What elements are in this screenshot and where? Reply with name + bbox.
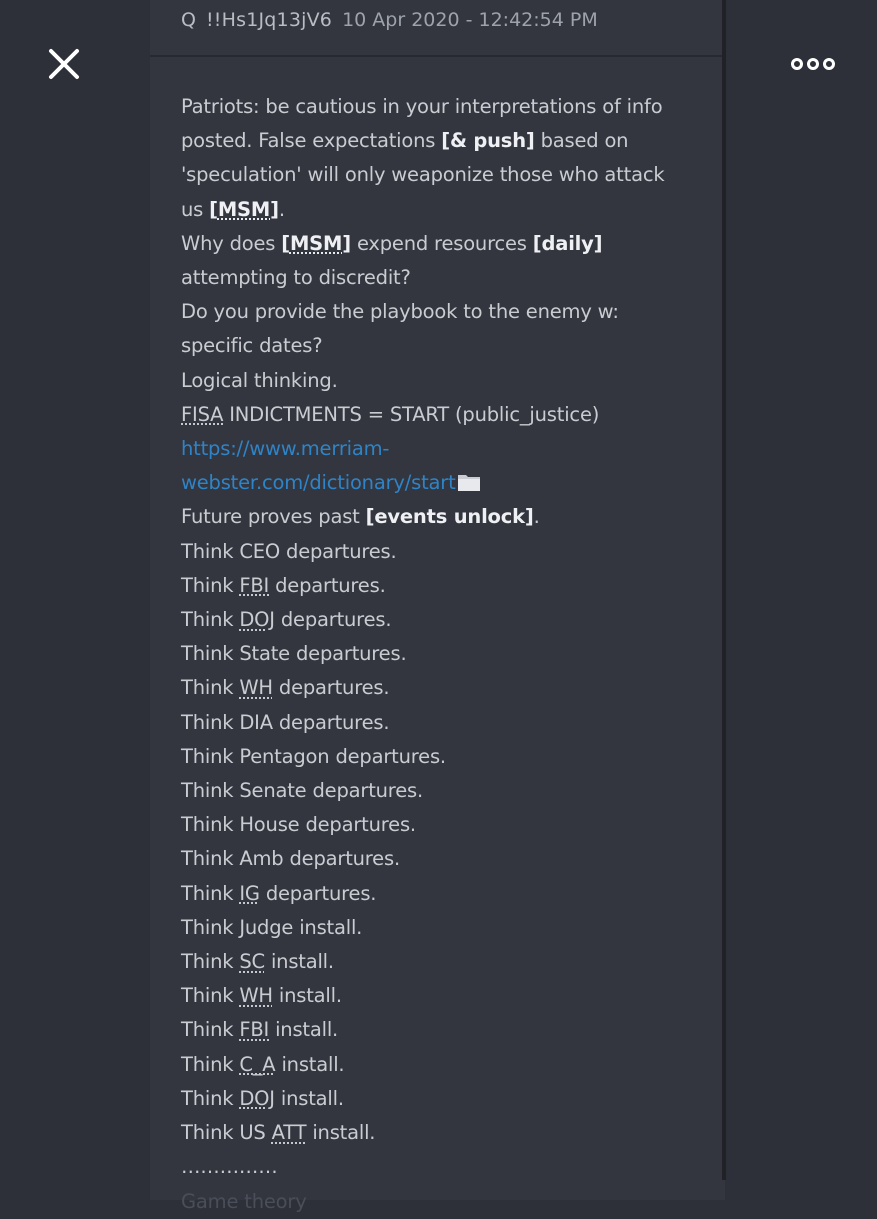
post-line: Think State departures. bbox=[181, 642, 407, 666]
more-options-icon bbox=[791, 58, 803, 70]
abbreviation: IG bbox=[239, 881, 260, 905]
post-line-faded: Game theory bbox=[181, 1189, 307, 1213]
post-header bbox=[181, 6, 598, 34]
post-line: specific dates? bbox=[181, 334, 323, 358]
post-line: us [MSM]. bbox=[181, 197, 285, 221]
abbreviation: C_A bbox=[239, 1052, 276, 1076]
abbreviation: MSM bbox=[289, 231, 343, 255]
post-line: Think IG departures. bbox=[181, 881, 377, 905]
post-line: Think US ATT install. bbox=[181, 1121, 376, 1145]
more-options-icon bbox=[807, 58, 819, 70]
poster-name: Q bbox=[181, 9, 196, 31]
post-line: 'speculation' will only weaponize those who attack bbox=[181, 163, 665, 187]
abbreviation: MSM bbox=[217, 197, 271, 221]
post-line: posted. False expectations [& push] based on bbox=[181, 129, 629, 153]
post-line: Think DIA departures. bbox=[181, 710, 390, 734]
post-line: Think Judge install. bbox=[181, 915, 363, 939]
post-line: Think WH install. bbox=[181, 984, 342, 1008]
abbreviation: ATT bbox=[271, 1121, 307, 1145]
dictionary-link[interactable]: https://www.merriam- bbox=[181, 437, 390, 461]
post-timestamp: 10 Apr 2020 - 12:42:54 PM bbox=[342, 9, 598, 31]
post-line: Think Senate departures. bbox=[181, 779, 423, 803]
abbreviation: FBI bbox=[239, 573, 270, 597]
post-line: Think CEO departures. bbox=[181, 539, 397, 563]
post-link[interactable] bbox=[181, 432, 701, 466]
post-line: Think C_A install. bbox=[181, 1052, 345, 1076]
close-button[interactable] bbox=[44, 44, 84, 84]
abbreviation: FBI bbox=[239, 1018, 270, 1042]
abbreviation: DOJ bbox=[239, 1086, 275, 1110]
post-line: Think FBI departures. bbox=[181, 573, 386, 597]
post-link[interactable] bbox=[181, 466, 701, 500]
abbreviation: WH bbox=[239, 676, 273, 700]
abbreviation: SC bbox=[239, 950, 265, 974]
post-line: Think Amb departures. bbox=[181, 847, 400, 871]
more-options-button[interactable] bbox=[786, 52, 840, 76]
post-line: Think Pentagon departures. bbox=[181, 744, 446, 768]
post-line: Future proves past [events unlock]. bbox=[181, 505, 540, 529]
post-line: Think DOJ departures. bbox=[181, 608, 392, 632]
post-line: Think DOJ install. bbox=[181, 1086, 344, 1110]
post-line: attempting to discredit? bbox=[181, 266, 411, 290]
close-icon bbox=[44, 44, 84, 84]
post-line: Think WH departures. bbox=[181, 676, 390, 700]
folder-icon[interactable] bbox=[457, 472, 481, 492]
poster-tripcode: !!Hs1Jq13jV6 bbox=[205, 9, 333, 31]
abbreviation: DOJ bbox=[239, 608, 275, 632]
post-line: FISA INDICTMENTS = START (public_justice) bbox=[181, 402, 600, 426]
post-line: Think FBI install. bbox=[181, 1018, 339, 1042]
dictionary-link[interactable]: webster.com/dictionary/start bbox=[181, 471, 456, 495]
post-line: Logical thinking. bbox=[181, 368, 338, 392]
abbreviation: WH bbox=[239, 984, 273, 1008]
post-line: Think House departures. bbox=[181, 813, 416, 837]
post-line: Do you provide the playbook to the enemy w: bbox=[181, 300, 619, 324]
post-line: …………… bbox=[181, 1155, 278, 1179]
post-body bbox=[181, 90, 701, 1219]
post-line: Patriots: be cautious in your interpretations of info bbox=[181, 95, 663, 118]
scrollbar-track[interactable] bbox=[722, 0, 726, 1180]
header-divider bbox=[150, 55, 722, 57]
post-line: Why does [MSM] expend resources [daily] bbox=[181, 231, 603, 255]
abbreviation: FISA bbox=[181, 402, 224, 426]
more-options-icon bbox=[823, 58, 835, 70]
post-line: Think SC install. bbox=[181, 950, 334, 974]
